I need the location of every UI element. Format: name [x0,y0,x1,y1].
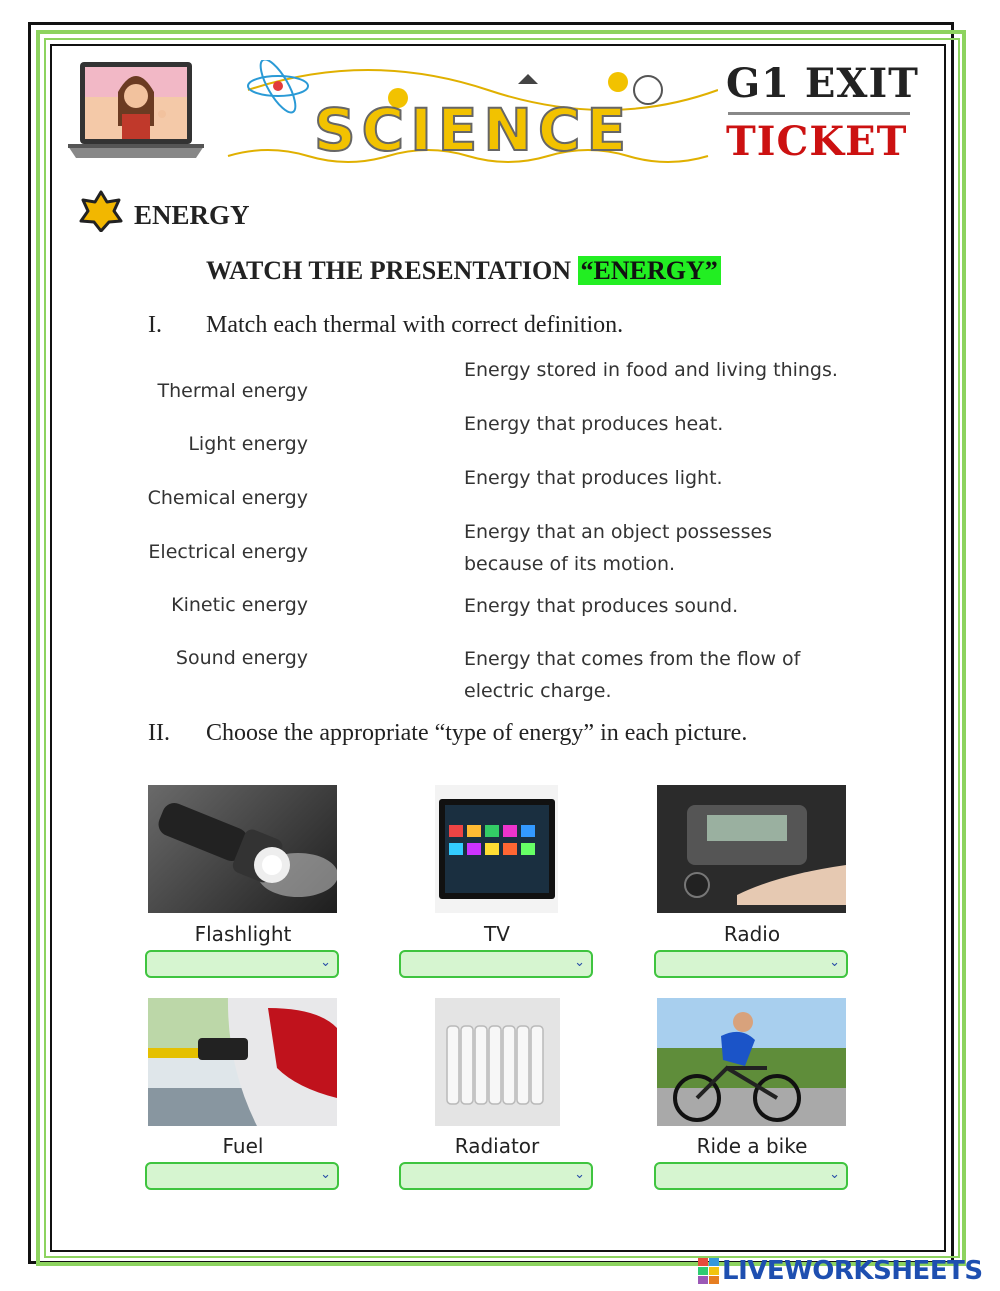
tv-energy-dropdown[interactable] [399,950,593,978]
chevron-down-icon: ⌄ [829,1167,840,1182]
flashlight-energy-dropdown[interactable] [145,950,339,978]
item-label: Radiator [454,1134,540,1158]
part1-instruction: Match each thermal with correct definition. [206,312,624,338]
chevron-down-icon: ⌄ [829,955,840,970]
section-title: ENERGY [134,200,250,230]
chevron-down-icon: ⌄ [574,955,585,970]
definition-item: Energy stored in food and living things. [464,359,838,381]
chevron-down-icon: ⌄ [320,955,331,970]
ticket-line-2: TICKET [726,118,908,165]
fuel-energy-dropdown[interactable] [145,1162,339,1190]
item-label: Radio [723,922,781,946]
ticket-divider [728,112,910,115]
heading-highlight: “ENERGY” [578,256,721,285]
bike-photo [657,998,846,1126]
item-label: Fuel [222,1134,264,1158]
term-item: Electrical energy [148,541,308,563]
term-item: Light energy [188,433,308,455]
radiator-photo [435,998,560,1126]
radio-photo [657,785,846,913]
watermark: LIVEWORKSHEETS [722,1256,983,1286]
ticket-line-1: G1 EXIT [726,60,919,107]
term-item: Thermal energy [157,380,308,402]
heading-text: WATCH THE PRESENTATION [206,256,578,285]
part2-numeral: II. [148,720,170,746]
definition-item: Energy that produces heat. [464,413,724,435]
laptop-avatar-icon [68,58,204,162]
item-label: Ride a bike [696,1134,808,1158]
tv-photo [435,785,558,913]
star-icon [78,190,124,232]
definition-item: Energy that produces light. [464,467,723,489]
item-label: TV [484,922,510,946]
definition-item: Energy that comes from the flow of electric charge. [464,648,801,702]
liveworksheets-logo-icon [698,1258,720,1284]
fuel-photo [148,998,337,1126]
science-banner [218,60,718,166]
banner-title: SCIENCE [313,96,633,164]
chevron-down-icon: ⌄ [574,1167,585,1182]
bike-energy-dropdown[interactable] [654,1162,848,1190]
definition-item: Energy that an object possesses because of its motion. [464,521,773,575]
term-item: Sound energy [175,647,308,669]
chevron-down-icon: ⌄ [320,1167,331,1182]
radiator-energy-dropdown[interactable] [399,1162,593,1190]
part2-instruction: Choose the appropriate “type of energy” in each picture. [206,720,748,746]
part1-numeral: I. [148,312,162,338]
definition-item: Energy that produces sound. [464,595,739,617]
term-item: Kinetic energy [171,594,308,616]
term-item: Chemical energy [147,487,308,509]
item-label: Flashlight [194,922,292,946]
presentation-heading [206,256,721,286]
flashlight-photo [148,785,337,913]
radio-energy-dropdown[interactable] [654,950,848,978]
